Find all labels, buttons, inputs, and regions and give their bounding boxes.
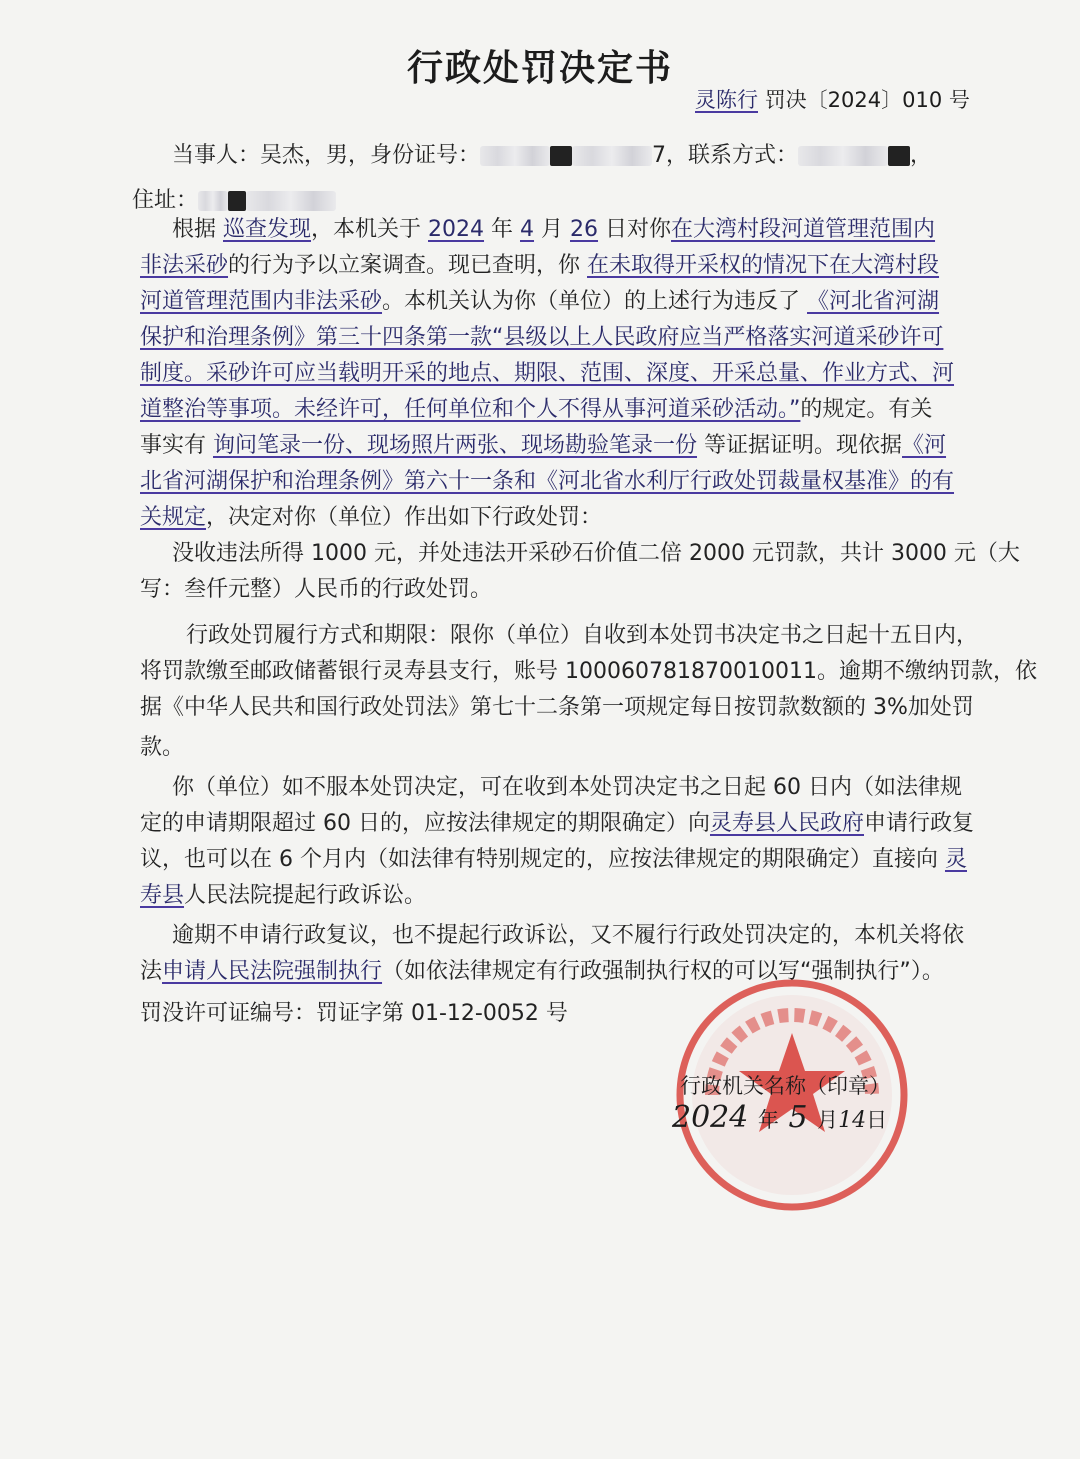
underlined-text: 关规定	[140, 505, 207, 530]
redacted-phone-1	[798, 146, 888, 166]
underlined-text: 道整治等事项。未经许可，任何单位和个人不得从事河道采砂活动。”	[140, 397, 801, 422]
underlined-text: 保护和治理条例》第三十四条第一款“县级以上人民政府应当严格落实河道采砂许可	[140, 325, 944, 350]
year-label: 年	[757, 1108, 779, 1132]
text: 你（单位）如不服本处罚决定，可在收到本处罚决定书之日起 60 日内（如法律规	[172, 775, 962, 800]
payment-line-4	[140, 730, 184, 761]
underlined-text: 制度。采砂许可应当载明开采的地点、期限、范围、深度、开采总量、作业方式、河	[140, 361, 955, 386]
text: 年	[484, 217, 521, 242]
body-line-3	[140, 284, 939, 315]
penalty-line-2	[140, 572, 492, 603]
underlined-text: 询问笔录一份、现场照片两张、现场勘验笔录一份	[213, 433, 698, 458]
redacted-addr-2	[228, 191, 246, 211]
text: 逾期不申请行政复议，也不提起行政诉讼，又不履行行政处罚决定的，本机关将依	[172, 923, 965, 948]
date-month: 5	[788, 1100, 808, 1135]
penalty-line-1	[172, 536, 1020, 567]
payment-line-1	[186, 618, 978, 649]
text: 的规定。有关	[800, 397, 933, 422]
body-line-6	[140, 392, 932, 423]
document-number	[695, 84, 970, 114]
underlined-text: 灵寿县人民政府	[709, 811, 864, 836]
redacted-id-1	[480, 146, 550, 166]
redacted-addr-3	[246, 191, 336, 211]
text: ，决定对你（单位）作出如下行政处罚：	[206, 505, 603, 530]
appeal-line-4	[140, 878, 426, 909]
underlined-text: 26	[570, 217, 599, 242]
text: 写：叁仟元整）人民币的行政处罚。	[140, 577, 493, 602]
text: 据《中华人民共和国行政处罚法》第七十二条第一项规定每日按罚款数额的 3%加处罚	[140, 695, 974, 720]
text: 月	[534, 217, 571, 242]
date-year: 2024	[672, 1100, 749, 1135]
address-label: 住址：	[132, 188, 199, 213]
license-line	[140, 996, 568, 1027]
payment-line-3	[140, 690, 974, 721]
text: （如依法律规定有行政强制执行权的可以写“强制执行”）。	[382, 959, 944, 984]
text: 行政处罚履行方式和期限：限你（单位）自收到本处罚书决定书之日起十五日内，	[186, 623, 979, 648]
underlined-text: 灵	[944, 847, 967, 872]
underlined-text: 北省河湖保护和治理条例》第六十一条和《河北省水利厅行政处罚裁量权基准》的有	[140, 469, 955, 494]
enforce-line-1	[172, 918, 964, 949]
appeal-line-2	[140, 806, 974, 837]
body-line-1	[172, 212, 935, 243]
month-label: 月	[817, 1108, 839, 1132]
payment-line-2	[140, 654, 1037, 685]
body-line-2	[140, 248, 939, 279]
text: 没收违法所得 1000 元，并处违法开采砂石价值二倍 2000 元罚款，共计 3000 元（大	[172, 541, 1020, 566]
text: 事实有	[140, 433, 213, 458]
document-title: 行政处罚决定书	[406, 48, 673, 89]
underlined-text: 河道管理范围内非法采砂	[140, 289, 383, 314]
day-label: 日	[866, 1108, 888, 1132]
date-day: 14	[838, 1108, 867, 1133]
underlined-text: 巡查发现	[223, 217, 312, 242]
text: 议，也可以在 6 个月内（如法律有特别规定的，应按法律规定的期限确定）直接向	[140, 847, 945, 872]
redacted-addr-1	[198, 191, 228, 211]
party-tail: ，	[910, 143, 933, 168]
underlined-text: 2024	[428, 217, 485, 242]
redacted-id-3	[572, 146, 652, 166]
party-line	[172, 138, 932, 169]
text: 。本机关认为你（单位）的上述行为违反了	[382, 289, 808, 314]
body-line-7	[140, 428, 946, 459]
appeal-line-1	[172, 770, 962, 801]
body-line-4	[140, 320, 943, 351]
body-line-9	[140, 500, 602, 531]
docno-rest: 罚决〔2024〕010 号	[764, 88, 970, 112]
body-line-8	[140, 464, 954, 495]
underlined-text: 《河北省河湖	[807, 289, 940, 314]
text: 申请行政复	[864, 811, 975, 836]
redacted-id-2	[550, 146, 572, 166]
signature-label: 行政机关名称（印章）	[680, 1074, 890, 1098]
text: 罚没许可证编号：罚证字第 01-12-0052 号	[140, 1001, 568, 1026]
underlined-text: 申请人民法院强制执行	[162, 959, 383, 984]
underlined-text: 在大湾村段河道管理范围内	[671, 217, 936, 242]
underlined-text: 寿县	[140, 883, 185, 908]
underlined-text: 非法采砂	[140, 253, 229, 278]
text: ，本机关于	[311, 217, 429, 242]
handwritten-date	[672, 1100, 887, 1135]
text: 款。	[140, 735, 185, 760]
text: 的行为予以立案调查。现已查明，你	[228, 253, 588, 278]
text: 人民法院提起行政诉讼。	[184, 883, 427, 908]
text: 日对你	[598, 217, 672, 242]
text: 定的申请期限超过 60 日的，应按法律规定的期限确定）向	[140, 811, 710, 836]
underlined-text: 4	[520, 217, 535, 242]
text: 根据	[172, 217, 223, 242]
redacted-phone-2	[888, 146, 910, 166]
text: 等证据证明。现依据	[697, 433, 903, 458]
party-label: 当事人：吴杰，男，身份证号：	[172, 143, 481, 168]
text: 将罚款缴至邮政储蓄银行灵寿县支行，账号 100060781870010011。逾期不缴纳罚款，依	[140, 659, 1037, 684]
body-line-5	[140, 356, 954, 387]
text: 法	[140, 959, 163, 984]
contact-label: 7，联系方式：	[652, 143, 799, 168]
underlined-text: 在未取得开采权的情况下在大湾村段	[587, 253, 940, 278]
agency-abbrev: 灵陈行	[695, 88, 758, 112]
underlined-text: 《河	[902, 433, 947, 458]
address-line	[132, 183, 336, 214]
appeal-line-3	[140, 842, 967, 873]
